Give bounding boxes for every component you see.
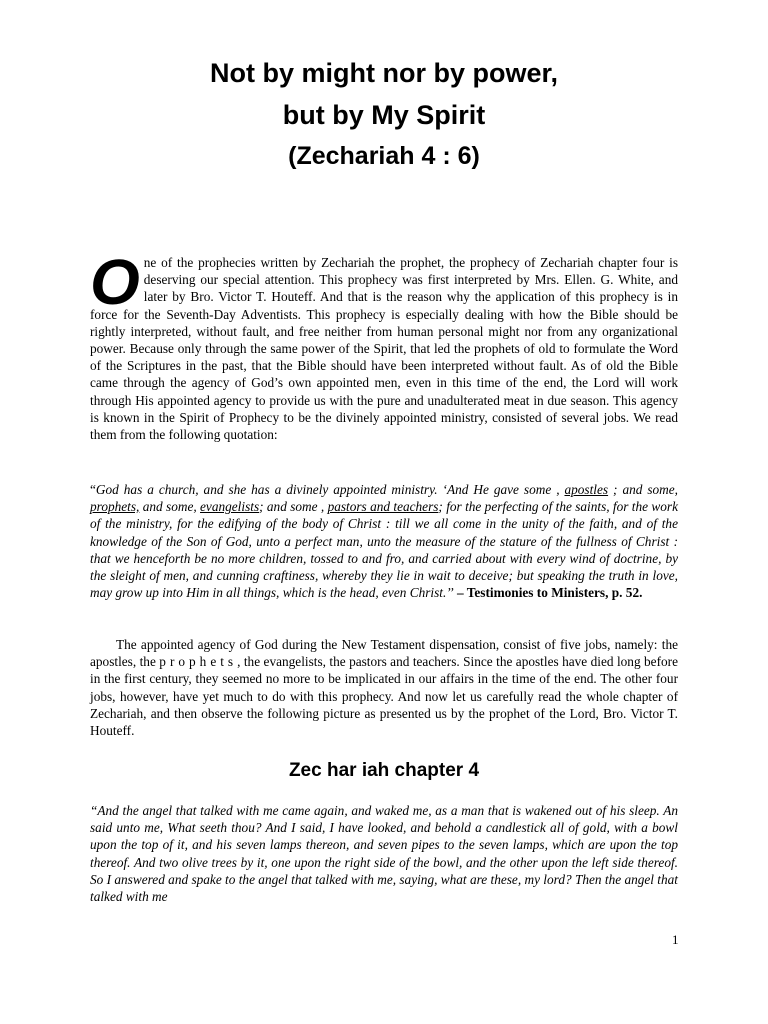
drop-cap: O xyxy=(90,246,140,318)
quote-underlined-evangelists: evangelists xyxy=(200,499,260,515)
intro-paragraph xyxy=(90,246,678,443)
agency-text-2: , the evangelists, the pastors and teachers. Since the apostles have died long before in the first century, they seemed no more to be implicated in our affairs in the time of the end. The other four jobs, however, have yet much to do with this prophecy. And now let us carefully read the whole chapter of Zechariah, and then observe the following picture as presented us by the prophet of the Lord, Bro. Victor T. Houteff. xyxy=(90,654,678,739)
intro-text: ne of the prophecies written by Zechariah the prophet, the prophecy of Zechariah chapter four is deserving our special attention. This prophecy was first interpreted by Mrs. Ellen. G. White, and later by Bro. Victor T. Houteff. And that is the reason why the application of this prophecy is in force for the Seventh-Day Adventists. This prophecy is especially dealing with how the Bible should be rightly interpreted, without fault, and free neither from human personal might nor from any organizational power. Because only through the same power of the Spirit, that led the prophets of old to formulate the Word of the Scriptures in the past, that the Bible should have been interpreted without fault. As of old the Bible came through the agency of God’s own appointed men, even in this time of the end, the Lord will work through His appointed agency to provide us with the pure and unadulterated meat in due season. This agency is known in the Spirit of Prophecy to be the divinely appointed ministry, consisted of several jobs. We read them from the following quotation: xyxy=(90,255,678,443)
agency-text-1: The appointed agency of God during the New Testament dispensation, consist of five jobs, namely: the apostles, the xyxy=(90,637,678,670)
quote-open-mark: “ xyxy=(90,482,96,497)
quote-underlined-pastors: pastors and teachers xyxy=(327,499,439,515)
chapter-heading: Zec har iah chapter 4 xyxy=(288,760,480,781)
title-line-2: but by My Spirit xyxy=(282,100,486,130)
quote-source: – Testimonies to Ministers, p. 52. xyxy=(453,585,643,601)
quote-text-2: ; and some, xyxy=(608,482,679,497)
quote-text-1: God has a church, and she has a divinely appointed ministry. ‘And He gave some , xyxy=(95,482,565,497)
quote-text-5: ; for the perfecting of the saints, for the work of the ministry, for the edifying of the body of Christ : till we all come in the unity of the faith, and of the knowledge of the Son of God, unto a perfect man, unto the measure of the stature of the fullness of Christ : that we henceforth be no more children, tossed to and fro, and carried about with every wind of doctrine, by the sleight of men, and cunning craftiness, whereby they lie in wait to deceive; but speaking the truth in love, may grow up into Him in all things, which is the head, even Christ.’’ xyxy=(90,499,678,601)
title-reference: (Zechariah 4 : 6) xyxy=(288,142,480,170)
quote-underlined-prophets: prophets, xyxy=(90,499,140,515)
title-block xyxy=(0,52,768,176)
page-number: 1 xyxy=(672,932,679,947)
quotation-paragraph xyxy=(90,481,678,601)
agency-spaced-prophets: prophets xyxy=(159,654,238,670)
title-line-1: Not by might nor by power, xyxy=(209,58,558,88)
quote-underlined-apostles: apostles xyxy=(564,482,609,497)
quote-text-4: ; and some , xyxy=(259,499,328,515)
quote-text-3: and some, xyxy=(139,499,201,515)
agency-paragraph xyxy=(90,636,678,739)
zechariah-passage: “And the angel that talked with me came again, and waked me, as a man that is wakened out of his sleep. An said unto me, What seeth thou? And I said, I have looked, and behold a candlestick all of gold, with a bowl upon the top of it, and his seven lamps thereon, and seven pipes to the seven lamps, which are upon the top thereof. And two olive trees by it, one upon the right side of the bowl, and the other upon the left side thereof. So I answered and spake to the angel that talked with me, saying, what are these, my lord? Then the angel that talked with me xyxy=(90,803,678,905)
